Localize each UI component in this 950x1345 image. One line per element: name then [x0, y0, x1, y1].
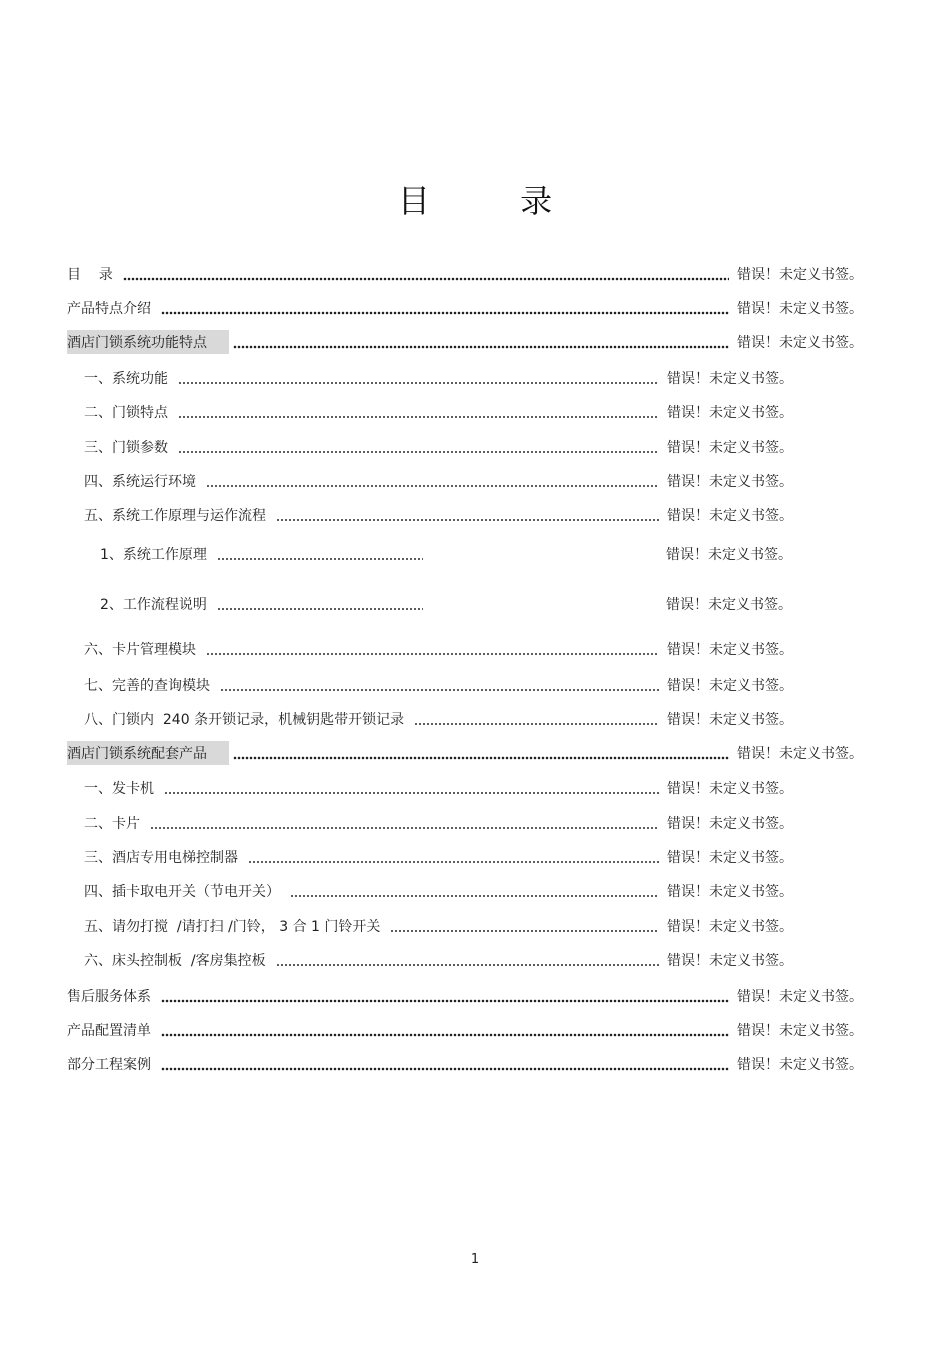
toc-entry[interactable] — [84, 708, 793, 730]
toc-leader-dots — [248, 850, 659, 864]
toc-entry-label: 产品配置清单 — [67, 1023, 151, 1039]
toc-entry-label: 四、系统运行环境 — [84, 474, 196, 490]
toc-entry-label: 2、工作流程说明 — [100, 597, 207, 613]
toc-entry-label: 八、门锁内 240 条开锁记录，机械钥匙带开锁记录 — [84, 712, 405, 728]
toc-entry[interactable] — [100, 593, 792, 615]
toc-entry-page: 错误！未定义书签。 — [667, 678, 793, 694]
toc-entry[interactable] — [84, 915, 793, 937]
toc-leader-dots — [161, 989, 729, 1003]
toc-entry[interactable] — [84, 470, 793, 492]
toc-entry-label: 酒店门锁系统配套产品 — [67, 741, 229, 765]
toc-entry-label: 五、请勿打搅 /请打扫 /门铃， 3 合 1 门铃开关 — [84, 919, 381, 935]
toc-entry[interactable] — [84, 949, 793, 971]
toc-entry[interactable] — [84, 777, 793, 799]
toc-entry[interactable] — [84, 880, 793, 902]
toc-leader-dots — [217, 547, 423, 561]
toc-entry[interactable] — [67, 1019, 863, 1041]
toc-entry-label: 产品特点介绍 — [67, 301, 151, 317]
toc-entry[interactable] — [84, 504, 793, 526]
toc-entry[interactable] — [84, 367, 793, 389]
toc-leader-dots — [206, 642, 659, 656]
toc-entry-label: 售后服务体系 — [67, 989, 151, 1005]
toc-entry-page: 错误！未定义书签。 — [667, 474, 793, 490]
toc-entry-label: 二、卡片 — [84, 816, 140, 832]
toc-entry-page: 错误！未定义书签。 — [667, 781, 793, 797]
toc-entry-label: 一、发卡机 — [84, 781, 154, 797]
toc-entry-page: 错误！未定义书签。 — [737, 301, 863, 317]
toc-entry[interactable] — [84, 436, 793, 458]
toc-entry-page: 错误！未定义书签。 — [667, 440, 793, 456]
toc-entry[interactable] — [84, 401, 793, 423]
toc-entry-page: 错误！未定义书签。 — [737, 1057, 863, 1073]
toc-entry-page: 错误！未定义书签。 — [667, 884, 793, 900]
toc-entry-label: 四、插卡取电开关（节电开关） — [84, 884, 280, 900]
toc-leader-dots — [233, 335, 729, 349]
toc-entry-page: 错误！未定义书签。 — [667, 816, 793, 832]
toc-entry[interactable] — [100, 543, 792, 565]
toc-entry-label: 二、门锁特点 — [84, 405, 168, 421]
toc-entry-label: 五、系统工作原理与运作流程 — [84, 508, 266, 524]
toc-entry[interactable] — [84, 812, 793, 834]
toc-leader-dots — [178, 440, 659, 454]
toc-entry-page: 错误！未定义书签。 — [667, 712, 793, 728]
toc-leader-dots — [276, 953, 659, 967]
toc-leader-dots — [276, 508, 659, 522]
toc-leader-dots — [290, 884, 659, 898]
toc-entry[interactable] — [67, 297, 863, 319]
toc-leader-dots — [164, 781, 659, 795]
toc-leader-dots — [206, 474, 659, 488]
toc-entry-label: 六、床头控制板 /客房集控板 — [84, 953, 266, 969]
toc-entry-page: 错误！未定义书签。 — [667, 953, 793, 969]
toc-entry-label: 酒店门锁系统功能特点 — [67, 330, 229, 354]
toc-entry-page: 错误！未定义书签。 — [666, 597, 792, 613]
toc-leader-dots — [150, 816, 659, 830]
page-title: 目 录 — [397, 182, 593, 220]
toc-entry-page: 错误！未定义书签。 — [666, 547, 792, 563]
page-number: 1 — [470, 1252, 480, 1267]
toc-leader-dots — [178, 371, 659, 385]
toc-leader-dots — [123, 267, 729, 281]
toc-entry[interactable] — [67, 331, 863, 353]
toc-leader-dots — [178, 405, 659, 419]
toc-leader-dots — [220, 678, 659, 692]
toc-entry[interactable] — [84, 638, 793, 660]
toc-entry-page: 错误！未定义书签。 — [667, 508, 793, 524]
toc-entry[interactable] — [67, 263, 863, 285]
toc-entry-page: 错误！未定义书签。 — [667, 371, 793, 387]
toc-entry-label: 三、门锁参数 — [84, 440, 168, 456]
toc-entry[interactable] — [84, 674, 793, 696]
toc-leader-dots — [390, 919, 659, 933]
toc-entry-label: 三、酒店专用电梯控制器 — [84, 850, 238, 866]
toc-entry-page: 错误！未定义书签。 — [737, 1023, 863, 1039]
toc-entry-label: 一、系统功能 — [84, 371, 168, 387]
toc-entry-label: 六、卡片管理模块 — [84, 642, 196, 658]
toc-entry[interactable] — [84, 846, 793, 868]
toc-entry-label: 目 录 — [67, 267, 113, 283]
toc-leader-dots — [414, 712, 659, 726]
toc-entry-page: 错误！未定义书签。 — [667, 642, 793, 658]
toc-entry-label: 七、完善的查询模块 — [84, 678, 210, 694]
toc-entry-label: 部分工程案例 — [67, 1057, 151, 1073]
toc-leader-dots — [217, 597, 423, 611]
toc-entry[interactable] — [67, 1053, 863, 1075]
toc-entry-page: 错误！未定义书签。 — [667, 919, 793, 935]
toc-entry-page: 错误！未定义书签。 — [737, 989, 863, 1005]
toc-entry-page: 错误！未定义书签。 — [667, 850, 793, 866]
toc-entry[interactable] — [67, 985, 863, 1007]
toc-leader-dots — [161, 1057, 729, 1071]
toc-leader-dots — [161, 301, 729, 315]
toc-leader-dots — [233, 746, 729, 760]
toc-entry[interactable] — [67, 742, 863, 764]
toc-entry-label: 1、系统工作原理 — [100, 547, 207, 563]
toc-entry-page: 错误！未定义书签。 — [737, 267, 863, 283]
toc-leader-dots — [161, 1023, 729, 1037]
toc-entry-page: 错误！未定义书签。 — [737, 335, 863, 351]
toc-entry-page: 错误！未定义书签。 — [737, 746, 863, 762]
toc-entry-page: 错误！未定义书签。 — [667, 405, 793, 421]
